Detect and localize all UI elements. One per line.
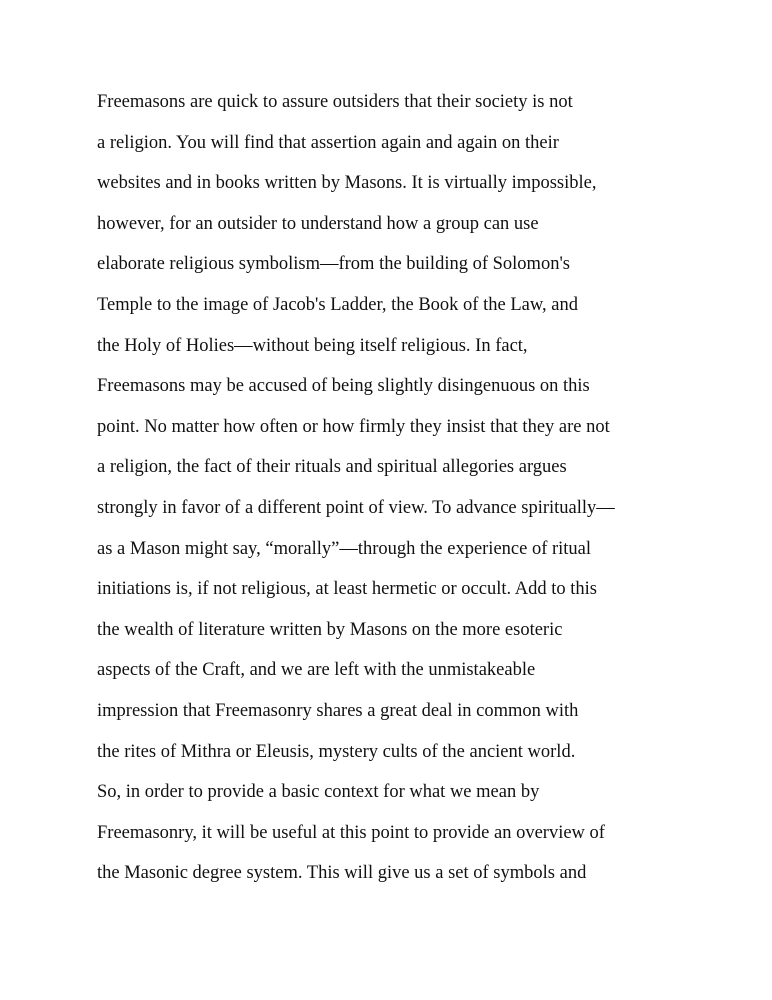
text-line: the rites of Mithra or Eleusis, mystery cults of the ancient world. [97,741,576,762]
text-line: Freemasons may be accused of being slightly disingenuous on this [97,376,590,397]
text-line: elaborate religious symbolism—from the building of Solomon's [97,254,570,275]
text-line: Freemasonry, it will be useful at this point to provide an overview of [97,822,605,843]
text-line: Freemasons are quick to assure outsiders that their society is not [97,92,573,112]
text-line: the Masonic degree system. This will give us a set of symbols and [97,863,587,884]
text-line: impression that Freemasonry shares a great deal in common with [97,700,579,721]
text-line: a religion. You will find that assertion again and again on their [97,132,559,153]
text-line: as a Mason might say, “morally”—through the experience of ritual [97,538,592,559]
text-line: however, for an outsider to understand how a group can use [97,213,539,234]
text-line: the wealth of literature written by Masons on the more esoteric [97,619,563,640]
body-paragraph [97,90,657,902]
text-line: strongly in favor of a different point of view. To advance spiritually— [97,497,615,518]
text-line: websites and in books written by Masons. It is virtually impossible, [97,173,597,194]
text-line: point. No matter how often or how firmly they insist that they are not [97,416,610,437]
text-line: So, in order to provide a basic context for what we mean by [97,782,540,803]
text-line: initiations is, if not religious, at least hermetic or occult. Add to this [97,579,597,600]
text-line: Temple to the image of Jacob's Ladder, the Book of the Law, and [97,294,578,315]
text-line: the Holy of Holies—without being itself religious. In fact, [97,335,528,356]
text-line: a religion, the fact of their rituals and spiritual allegories argues [97,457,567,478]
text-line: aspects of the Craft, and we are left with the unmistakeable [97,660,536,681]
